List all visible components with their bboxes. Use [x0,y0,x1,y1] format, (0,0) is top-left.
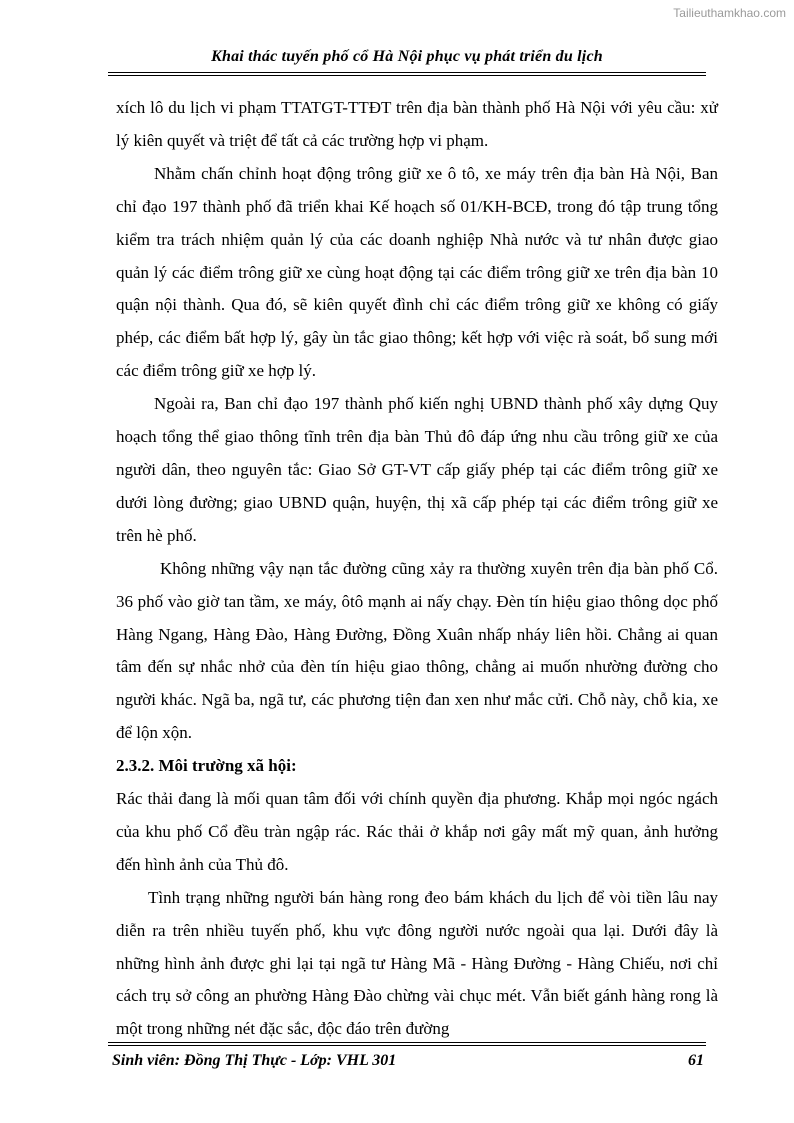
footer-rule-thick [108,1045,706,1046]
paragraph-3: Ngoài ra, Ban chỉ đạo 197 thành phố kiến nghị UBND thành phố xây dựng Quy hoạch tổng thể giao thông tĩnh trên địa bàn Thủ đô đáp ứng nhu cầu trông giữ xe của người dân, theo nguyên tắc: Giao Sở GT-VT cấp giấy phép tại các điểm trông giữ xe dưới lòng đường; giao UBND quận, huyện, thị xã cấp phép tại các điểm trông giữ xe trên hè phố. [116,394,718,545]
paragraph-4: Không những vậy nạn tắc đường cũng xảy ra thường xuyên trên địa bàn phố Cổ. 36 phố vào giờ tan tầm, xe máy, ôtô mạnh ai nấy chạy. Đèn tín hiệu giao thông dọc phố Hàng Ngang, Hàng Đào, Hàng Đường, Đồng Xuân nhấp nháy liên hồi. Chẳng ai quan tâm đến sự nhắc nhở của đèn tín hiệu giao thông, chẳng ai muốn nhường đường cho người khác. Ngã ba, ngã tư, các phương tiện đan xen như mắc cửi. Chỗ này, chỗ kia, xe để lộn xộn. [116,558,718,743]
page-header-title: Khai thác tuyến phố cổ Hà Nội phục vụ phát triển du lịch [211,48,603,65]
section-heading: 2.3.2. Môi trường xã hội: [116,756,297,776]
footer-student-info: Sinh viên: Đồng Thị Thực - Lớp: VHL 301 [112,1052,397,1069]
document-body [116,92,718,1046]
paragraph-5: Rác thải đang là mối quan tâm đối với chính quyền địa phương. Khắp mọi ngóc ngách của khu phố Cổ đều tràn ngập rác. Rác thải ở khắp nơi gây mất mỹ quan, ảnh hưởng đến hình ảnh của Thủ đô. [116,789,718,874]
footer-rule-thin [108,1042,706,1043]
paragraph-1: xích lô du lịch vi phạm TTATGT-TTĐT trên địa bàn thành phố Hà Nội với yêu cầu: xử lý kiên quyết và triệt để tất cả các trường hợp vi phạm. [116,98,718,150]
paragraph-6: Tình trạng những người bán hàng rong đeo bám khách du lịch để vòi tiền lâu nay diễn ra trên nhiều tuyến phố, khu vực đông người nước ngoài qua lại. Dưới đây là những hình ảnh được ghi lại tại ngã tư Hàng Mã - Hàng Đường - Hàng Chiếu, nơi chỉ cách trụ sở công an phường Hàng Đào chừng vài chục mét. Vẫn biết gánh hàng rong là một trong những nét đặc sắc, độc đáo trên đường [116,887,718,1039]
paragraph-2: Nhằm chấn chỉnh hoạt động trông giữ xe ô tô, xe máy trên địa bàn Hà Nội, Ban chỉ đạo 197 thành phố đã triển khai Kế hoạch số 01/KH-BCĐ, trong đó tập trung tổng kiểm tra trách nhiệm quản lý của các doanh nghiệp Nhà nước và tư nhân được giao quản lý các điểm trông giữ xe cùng hoạt động tại các điểm trông giữ xe trên địa bàn 10 quận nội thành. Qua đó, sẽ kiên quyết đình chỉ các điểm trông giữ xe không có giấy phép, các điểm bất hợp lý, gây ùn tắc giao thông; kết hợp với việc rà soát, bổ sung mới các điểm trông giữ xe hợp lý. [116,163,718,381]
page-number: 61 [688,1052,704,1069]
header-rule-thick [108,72,706,73]
header-rule-thin [108,75,706,76]
watermark-text: Tailieuthamkhao.com [673,6,786,20]
